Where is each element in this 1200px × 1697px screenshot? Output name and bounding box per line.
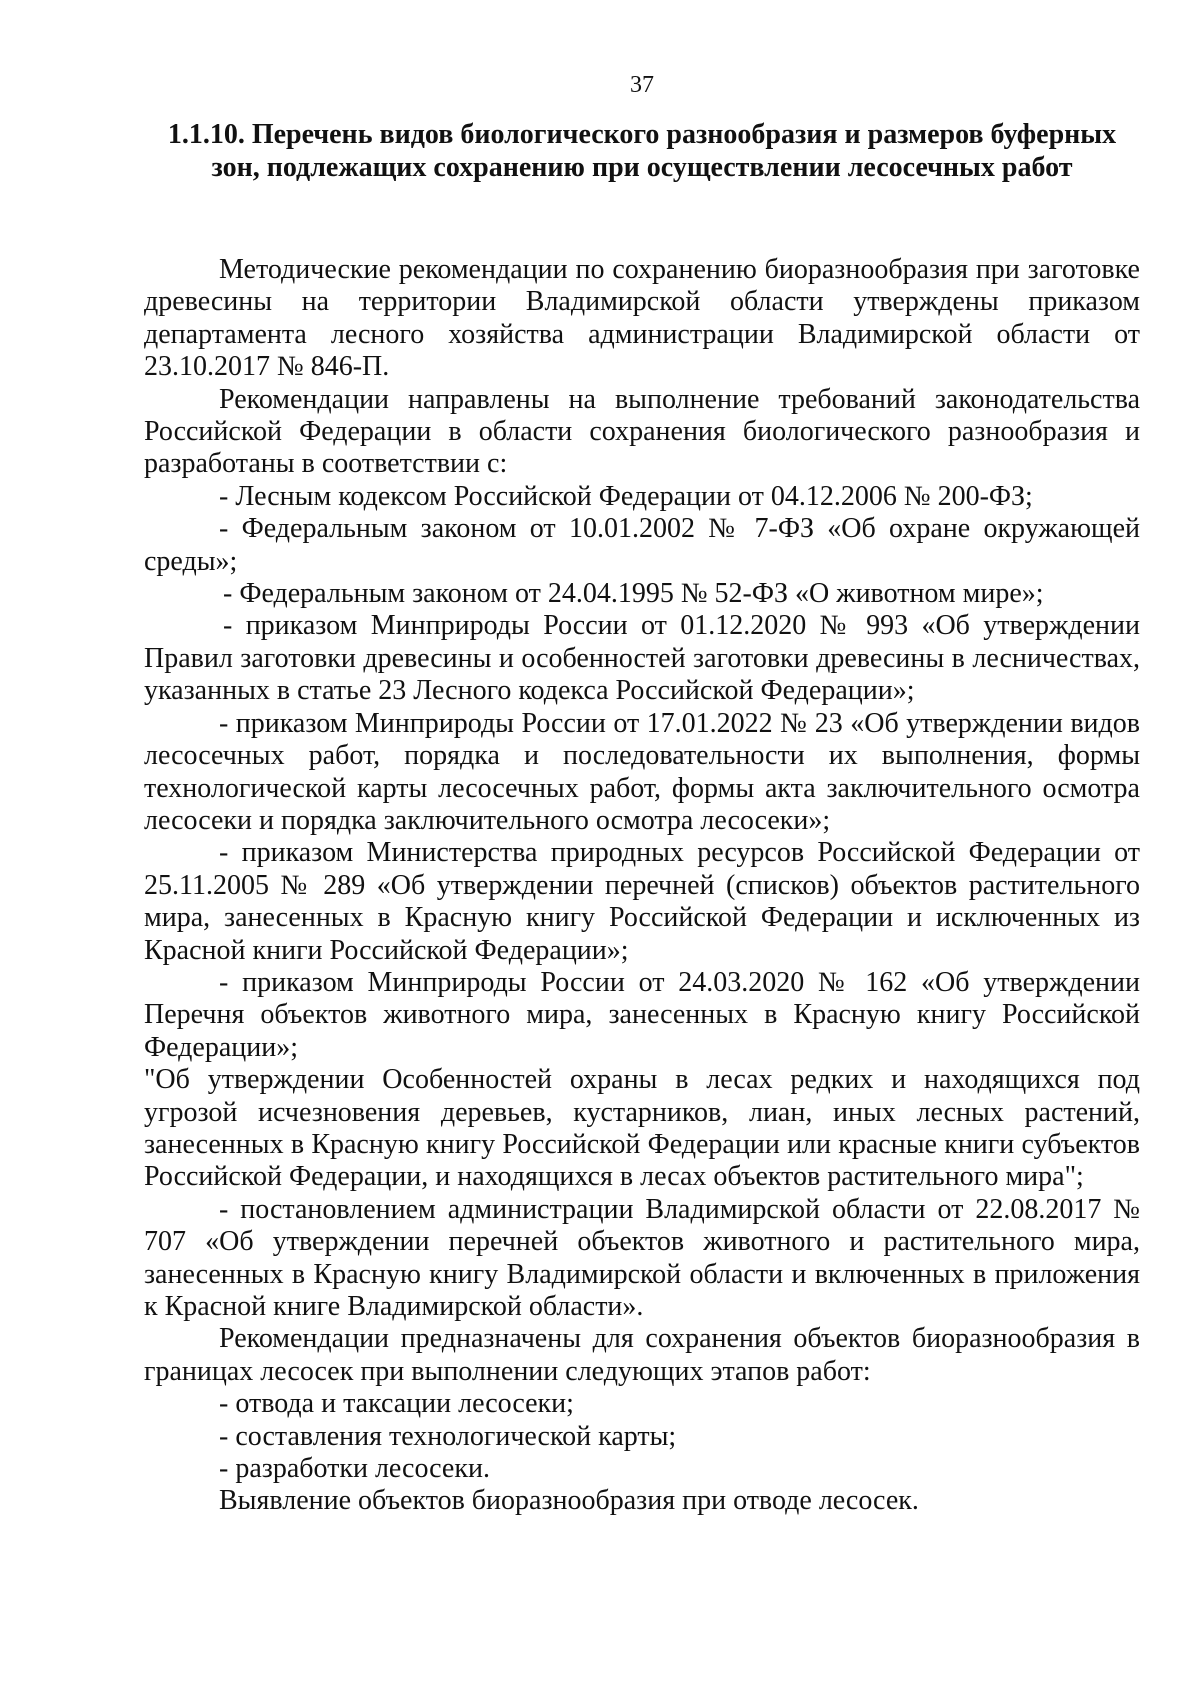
document-page xyxy=(144,70,1140,1518)
list-item-stage-development: - разработки лесосеки. xyxy=(219,1453,490,1485)
page-number: 37 xyxy=(630,72,654,98)
list-item-stage-tech-map: - составления технологической карты; xyxy=(219,1420,677,1452)
list-item-animal-world-law: - Федеральным законом от 24.04.1995 № 52-ФЗ «О животном мире»; xyxy=(223,578,1044,610)
list-item-environment-law: - Федеральным законом от 10.01.2002 № 7-ФЗ «Об охране окружающей среды»; xyxy=(144,513,1140,577)
list-item-order-289: - приказом Министерства природных ресурсов Российской Федерации от 25.11.2005 № 289 «Об утверждении перечней (списков) объектов растительного мира, занесенных в Красную книгу Российской Федерации и исключенных из Красной книги Российской Федерации»; xyxy=(144,837,1140,966)
list-item-protection-features: "Об утверждении Особенностей охраны в лесах редких и находящихся под угрозой исчезновения деревьев, кустарников, лиан, иных лесных растений, занесенных в Красную книгу Российской Федерации или красные книги субъектов Российской Федерации, и находящихся в лесах объектов растительного мира"; xyxy=(144,1064,1140,1193)
list-item-order-23: - приказом Минприроды России от 17.01.2022 № 23 «Об утверждении видов лесосечных работ, порядка и последовательности их выполнения, формы технологической карты лесосечных работ, формы акта заключительного осмотра лесосеки и порядка заключительного осмотра лесосеки»; xyxy=(144,707,1140,836)
paragraph-identification: Выявление объектов биоразнообразия при отводе лесосек. xyxy=(219,1485,919,1517)
list-item-stage-allotment: - отвода и таксации лесосеки; xyxy=(219,1388,574,1420)
section-heading: 1.1.10. Перечень видов биологического разнообразия и размеров буферных зон, подлежащих сохранению при осуществлении лесосечных работ xyxy=(167,119,1117,183)
paragraph-intro: Методические рекомендации по сохранению биоразнообразия при заготовке древесины на территории Владимирской области утверждены приказом департамента лесного хозяйства администрации Владимирской области от 23.10.2017 № 846-П. xyxy=(144,254,1140,383)
list-item-forest-code: - Лесным кодексом Российской Федерации от 04.12.2006 № 200-ФЗ; xyxy=(219,480,1033,512)
list-item-order-993: - приказом Минприроды России от 01.12.2020 № 993 «Об утверждении Правил заготовки древесины и особенностей заготовки древесины в лесничествах, указанных в статье 23 Лесного кодекса Российской Федерации»; xyxy=(144,610,1140,707)
list-item-order-162: - приказом Минприроды России от 24.03.2020 № 162 «Об утверждении Перечня объектов животного мира, занесенных в Красную книгу Российской Федерации»; xyxy=(144,966,1140,1063)
paragraph-work-stages: Рекомендации предназначены для сохранения объектов биоразнообразия в границах лесосек при выполнении следующих этапов работ: xyxy=(144,1323,1140,1387)
paragraph-requirements: Рекомендации направлены на выполнение требований законодательства Российской Федерации в области сохранения биологического разнообразия и разработаны в соответствии с: xyxy=(144,383,1140,480)
list-item-resolution-707: - постановлением администрации Владимирской области от 22.08.2017 № 707 «Об утверждении перечней объектов животного и растительного мира, занесенных в Красную книгу Владимирской области и включенных в приложения к Красной книге Владимирской области». xyxy=(144,1193,1140,1322)
document-body xyxy=(144,254,1140,1518)
